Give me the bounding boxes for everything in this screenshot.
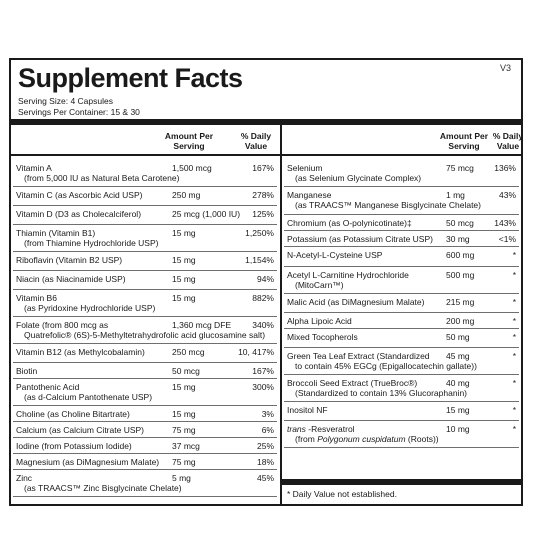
daily-value: 25% — [256, 441, 274, 451]
nutrient-name: Riboflavin (Vitamin B2 USP) — [16, 255, 123, 265]
nutrient-row — [284, 348, 519, 375]
nutrient-name: Inositol NF — [287, 405, 328, 415]
amount-per-serving: 30 mg — [446, 234, 470, 244]
nutrient-row — [284, 329, 519, 348]
nutrient-source: (from 5,000 IU as Natural Beta Carotene) — [24, 173, 180, 183]
amount-per-serving: 75 mg — [172, 457, 196, 467]
daily-value: 300% — [252, 382, 274, 392]
nutrient-name: Broccoli Seed Extract (TrueBroc®) — [287, 378, 418, 388]
daily-value: 6% — [261, 425, 274, 435]
nutrient-row — [13, 406, 277, 422]
nutrient-name: Thiamin (Vitamin B1) — [16, 228, 96, 238]
nutrient-name: Niacin (as Niacinamide USP) — [16, 274, 126, 284]
left-dv-header: % Daily Value — [240, 131, 272, 151]
panel-title: Supplement Facts — [18, 63, 243, 93]
daily-value: 10, 417% — [238, 347, 274, 357]
nutrient-name: Biotin — [16, 366, 38, 376]
nutrient-source: (as TRAACS™ Manganese Bisglycinate Chelate) — [295, 200, 481, 210]
nutrient-source: (Standardized to contain 13% Glucoraphanin) — [295, 388, 467, 398]
nutrient-name: Vitamin B12 (as Methylcobalamin) — [16, 347, 145, 357]
nutrient-name: Manganese — [287, 190, 332, 200]
nutrient-row — [284, 160, 519, 187]
daily-value: 125% — [252, 209, 274, 219]
right-amount-header: Amount Per Serving — [439, 131, 489, 151]
nutrient-row — [284, 215, 519, 231]
daily-value: * — [512, 378, 516, 388]
nutrient-name: Zinc — [16, 473, 33, 483]
daily-value: * — [512, 297, 516, 307]
nutrient-row — [13, 470, 277, 497]
servings-per-container: Servings Per Container: 15 & 30 — [18, 107, 140, 117]
daily-value: 94% — [256, 274, 274, 284]
daily-value: 18% — [256, 457, 274, 467]
nutrient-name: Pantothenic Acid — [16, 382, 80, 392]
amount-per-serving: 215 mg — [446, 297, 475, 307]
nutrient-row — [13, 290, 277, 317]
amount-per-serving: 1 mg — [446, 190, 465, 200]
daily-value: 1,154% — [245, 255, 274, 265]
nutrient-row — [13, 363, 277, 379]
nutrient-name: Alpha Lipoic Acid — [287, 316, 352, 326]
amount-per-serving: 50 mcg — [172, 366, 200, 376]
amount-per-serving: 75 mcg — [446, 163, 474, 173]
daily-value: 882% — [252, 293, 274, 303]
serving-size: Serving Size: 4 Capsules — [18, 96, 113, 106]
amount-per-serving: 15 mg — [172, 382, 196, 392]
nutrient-row — [284, 421, 519, 448]
nutrient-row — [284, 267, 519, 294]
nutrient-row — [13, 271, 277, 290]
daily-value: 340% — [252, 320, 274, 330]
nutrient-name: Potassium (as Potassium Citrate USP) — [287, 234, 433, 244]
daily-value: * — [512, 424, 516, 434]
supplement-facts-panel — [9, 58, 523, 506]
nutrient-row — [284, 247, 519, 267]
left-amount-header: Amount Per Serving — [164, 131, 214, 151]
nutrient-row — [13, 344, 277, 363]
nutrient-name: N-Acetyl-L-Cysteine USP — [287, 250, 383, 260]
nutrient-row — [13, 438, 277, 454]
nutrient-name: Magnesium (as DiMagnesium Malate) — [16, 457, 160, 467]
version-label: V3 — [499, 63, 511, 73]
amount-per-serving: 15 mg — [172, 409, 196, 419]
daily-value: 167% — [252, 163, 274, 173]
amount-per-serving: 75 mg — [172, 425, 196, 435]
daily-value: 167% — [252, 366, 274, 376]
nutrient-name: Vitamin B6 — [16, 293, 57, 303]
nutrient-row — [13, 379, 277, 406]
daily-value: * — [512, 405, 516, 415]
right-nutrient-list — [284, 160, 519, 448]
amount-per-serving: 10 mg — [446, 424, 470, 434]
amount-per-serving: 200 mg — [446, 316, 475, 326]
left-nutrient-list — [13, 160, 277, 497]
amount-per-serving: 15 mg — [446, 405, 470, 415]
nutrient-row — [13, 252, 277, 271]
right-header-rule — [282, 154, 521, 156]
column-divider — [280, 125, 282, 504]
daily-value: <1% — [498, 234, 516, 244]
nutrient-name: Vitamin D (D3 as Cholecalciferol) — [16, 209, 142, 219]
nutrient-name: Malic Acid (as DiMagnesium Malate) — [287, 297, 425, 307]
daily-value: * — [512, 351, 516, 361]
daily-value: 1,250% — [245, 228, 274, 238]
nutrient-name: Calcium (as Calcium Citrate USP) — [16, 425, 144, 435]
nutrient-row — [284, 187, 519, 215]
nutrient-row — [13, 160, 277, 187]
daily-value: * — [512, 270, 516, 280]
footnote: * Daily Value not established. — [287, 489, 397, 499]
nutrient-source: to contain 45% EGCg (Epigallocatechin gallate)) — [295, 361, 477, 371]
nutrient-name: Selenium — [287, 163, 323, 173]
amount-per-serving: 250 mcg — [172, 347, 205, 357]
amount-per-serving: 50 mg — [446, 332, 470, 342]
amount-per-serving: 25 mcg (1,000 IU) — [172, 209, 241, 219]
amount-per-serving: 45 mg — [446, 351, 470, 361]
daily-value: * — [512, 332, 516, 342]
nutrient-source: (MitoCarn™) — [295, 280, 344, 290]
amount-per-serving: 1,500 mcg — [172, 163, 212, 173]
left-header-rule — [11, 154, 280, 156]
amount-per-serving: 15 mg — [172, 293, 196, 303]
daily-value: 45% — [256, 473, 274, 483]
nutrient-name: trans -Resveratrol — [287, 424, 355, 434]
nutrient-name: Acetyl L-Carnitine Hydrochloride — [287, 270, 409, 280]
daily-value: * — [512, 250, 516, 260]
nutrient-row — [13, 187, 277, 206]
nutrient-source: Quatrefolic® (6S)-5-Methyltetrahydrofolic acid glucosamine salt) — [24, 330, 266, 340]
nutrient-source: (as TRAACS™ Zinc Bisglycinate Chelate) — [24, 483, 182, 493]
nutrient-row — [284, 294, 519, 313]
amount-per-serving: 600 mg — [446, 250, 475, 260]
nutrient-row — [13, 206, 277, 225]
amount-per-serving: 5 mg — [172, 473, 191, 483]
right-dv-header: % Daily Value — [492, 131, 524, 151]
nutrient-name: Chromium (as O-polynicotinate)‡ — [287, 218, 412, 228]
amount-per-serving: 15 mg — [172, 228, 196, 238]
nutrient-row — [13, 317, 277, 344]
daily-value: 143% — [494, 218, 516, 228]
amount-per-serving: 15 mg — [172, 255, 196, 265]
nutrient-row — [284, 375, 519, 402]
nutrient-name: Choline (as Choline Bitartrate) — [16, 409, 130, 419]
amount-per-serving: 40 mg — [446, 378, 470, 388]
nutrient-source: (as Pyridoxine Hydrochloride USP) — [24, 303, 156, 313]
nutrient-name: Mixed Tocopherols — [287, 332, 358, 342]
amount-per-serving: 1,360 mcg DFE — [172, 320, 232, 330]
daily-value: * — [512, 316, 516, 326]
nutrient-row — [13, 454, 277, 470]
nutrient-source: (as d-Calcium Pantothenate USP) — [24, 392, 153, 402]
nutrient-row — [284, 402, 519, 421]
nutrient-source: (as Selenium Glycinate Complex) — [295, 173, 422, 183]
footnote-rule — [282, 479, 521, 485]
amount-per-serving: 37 mcg — [172, 441, 200, 451]
thick-rule — [11, 119, 521, 125]
nutrient-name: Folate (from 800 mcg as — [16, 320, 109, 330]
nutrient-name: Vitamin A — [16, 163, 52, 173]
daily-value: 278% — [252, 190, 274, 200]
daily-value: 43% — [498, 190, 516, 200]
daily-value: 136% — [494, 163, 516, 173]
amount-per-serving: 250 mg — [172, 190, 201, 200]
nutrient-row — [284, 313, 519, 329]
amount-per-serving: 15 mg — [172, 274, 196, 284]
amount-per-serving: 500 mg — [446, 270, 475, 280]
nutrient-row — [13, 422, 277, 438]
daily-value: 3% — [261, 409, 274, 419]
nutrient-name: Green Tea Leaf Extract (Standardized — [287, 351, 430, 361]
nutrient-name: Iodine (from Potassium Iodide) — [16, 441, 132, 451]
nutrient-name: Vitamin C (as Ascorbic Acid USP) — [16, 190, 143, 200]
nutrient-row — [13, 225, 277, 252]
nutrient-row — [284, 231, 519, 247]
nutrient-source: (from Polygonum cuspidatum (Roots)) — [295, 434, 439, 444]
amount-per-serving: 50 mcg — [446, 218, 474, 228]
nutrient-source: (from Thiamine Hydrochloride USP) — [24, 238, 159, 248]
